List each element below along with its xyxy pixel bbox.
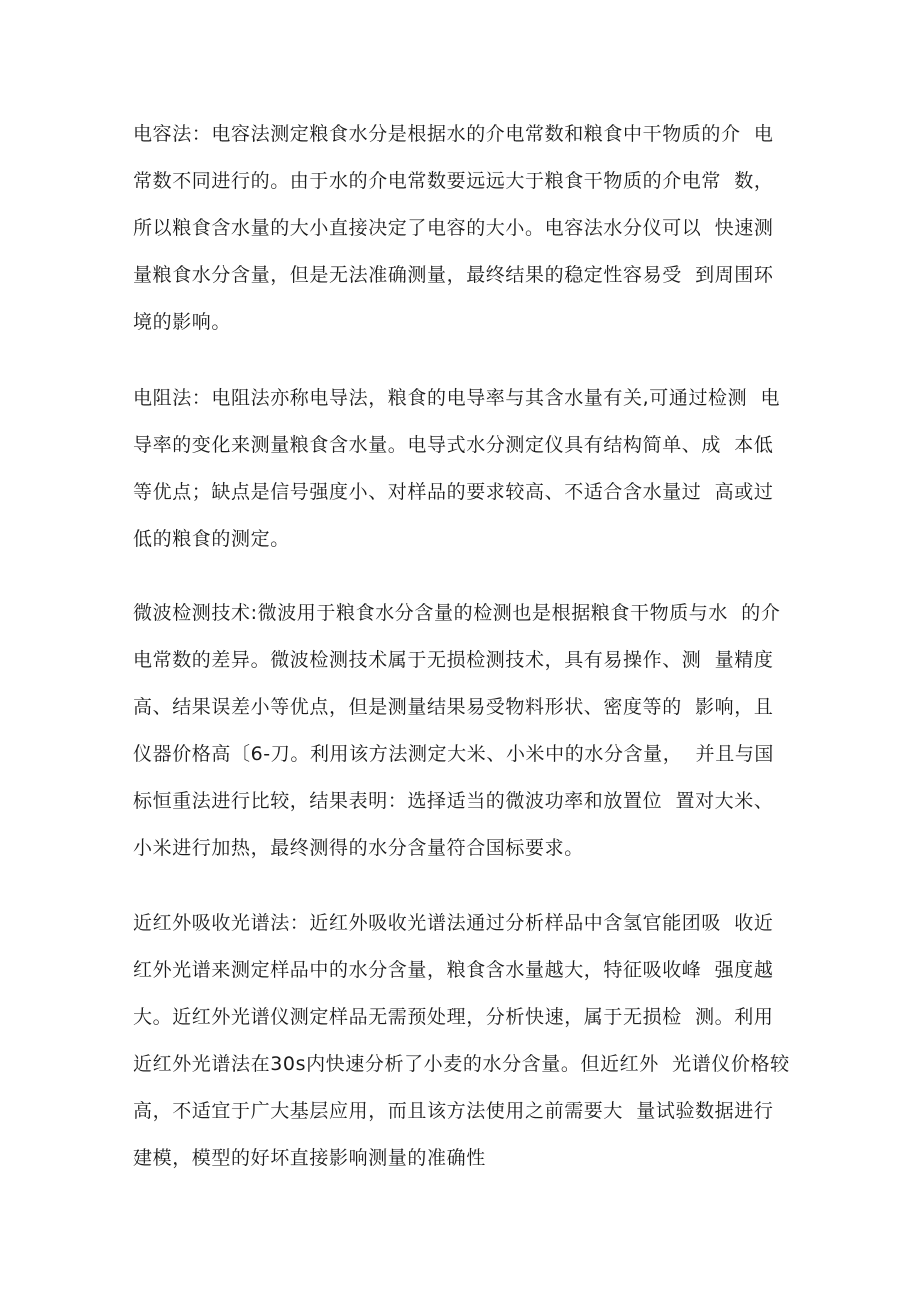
text-line: 境的影响。	[133, 311, 232, 333]
text-line: 所以粮食含水量的大小直接决定了电容的大小。电容法水分仪可以 快速测	[133, 217, 774, 239]
text-line: 小米进行加热，最终测得的水分含量符合国标要求。	[133, 837, 584, 859]
text-line: 电阻法：电阻法亦称电导法，粮食的电导率与其含水量有关,可通过检测 电	[133, 387, 781, 409]
text-line: 量粮食水分含量，但是无法准确测量，最终结果的稳定性容易受 到周围环	[133, 264, 774, 286]
text-line: 电容法：电容法测定粮食水分是根据水的介电常数和粮食中干物质的介 电	[133, 123, 774, 145]
text-line: 常数不同进行的。由于水的介电常数要远远大于粮食干物质的介电常 数，	[133, 170, 774, 192]
text-line: 微波检测技术:微波用于粮食水分含量的检测也是根据粮食干物质与水 的介	[133, 602, 781, 624]
text-line: 建模，模型的好坏直接影响测量的准确性	[133, 1147, 486, 1169]
paragraph-capacitance-method	[133, 111, 805, 346]
paragraph-microwave-detection	[133, 590, 805, 872]
paragraph-near-infrared-spectroscopy	[133, 900, 805, 1182]
text-line: 仪器价格高〔6-刀。利用该方法测定大米、小米中的水分含量， 并且与国	[133, 743, 775, 765]
text-line: 高，不适宜于广大基层应用，而且该方法使用之前需要大 量试验数据进行	[133, 1100, 774, 1122]
text-line: 高、结果误差小等优点，但是测量结果易受物料形状、密度等的 影响，且	[133, 696, 774, 718]
text-line: 导率的变化来测量粮食含水量。电导式水分测定仪具有结构简单、成 本低	[133, 434, 774, 456]
text-line: 近红外吸收光谱法：近红外吸收光谱法通过分析样品中含氢官能团吸 收近	[133, 912, 774, 934]
text-line: 红外光谱来测定样品中的水分含量，粮食含水量越大，特征吸收峰 强度越	[133, 959, 774, 981]
text-line: 电常数的差异。微波检测技术属于无损检测技术，具有易操作、测 量精度	[133, 649, 774, 671]
paragraph-resistance-method	[133, 375, 805, 563]
text-line: 标恒重法进行比较，结果表明：选择适当的微波功率和放置位 置对大米、	[133, 790, 774, 812]
text-line: 大。近红外光谱仪测定样品无需预处理，分析快速，属于无损检 测。利用	[133, 1006, 774, 1028]
text-line: 等优点；缺点是信号强度小、对样品的要求较高、不适合含水量过 高或过	[133, 481, 774, 503]
text-line: 低的粮食的测定。	[133, 528, 290, 550]
text-line: 近红外光谱法在30s内快速分析了小麦的水分含量。但近红外 光谱仪价格较	[133, 1053, 790, 1075]
